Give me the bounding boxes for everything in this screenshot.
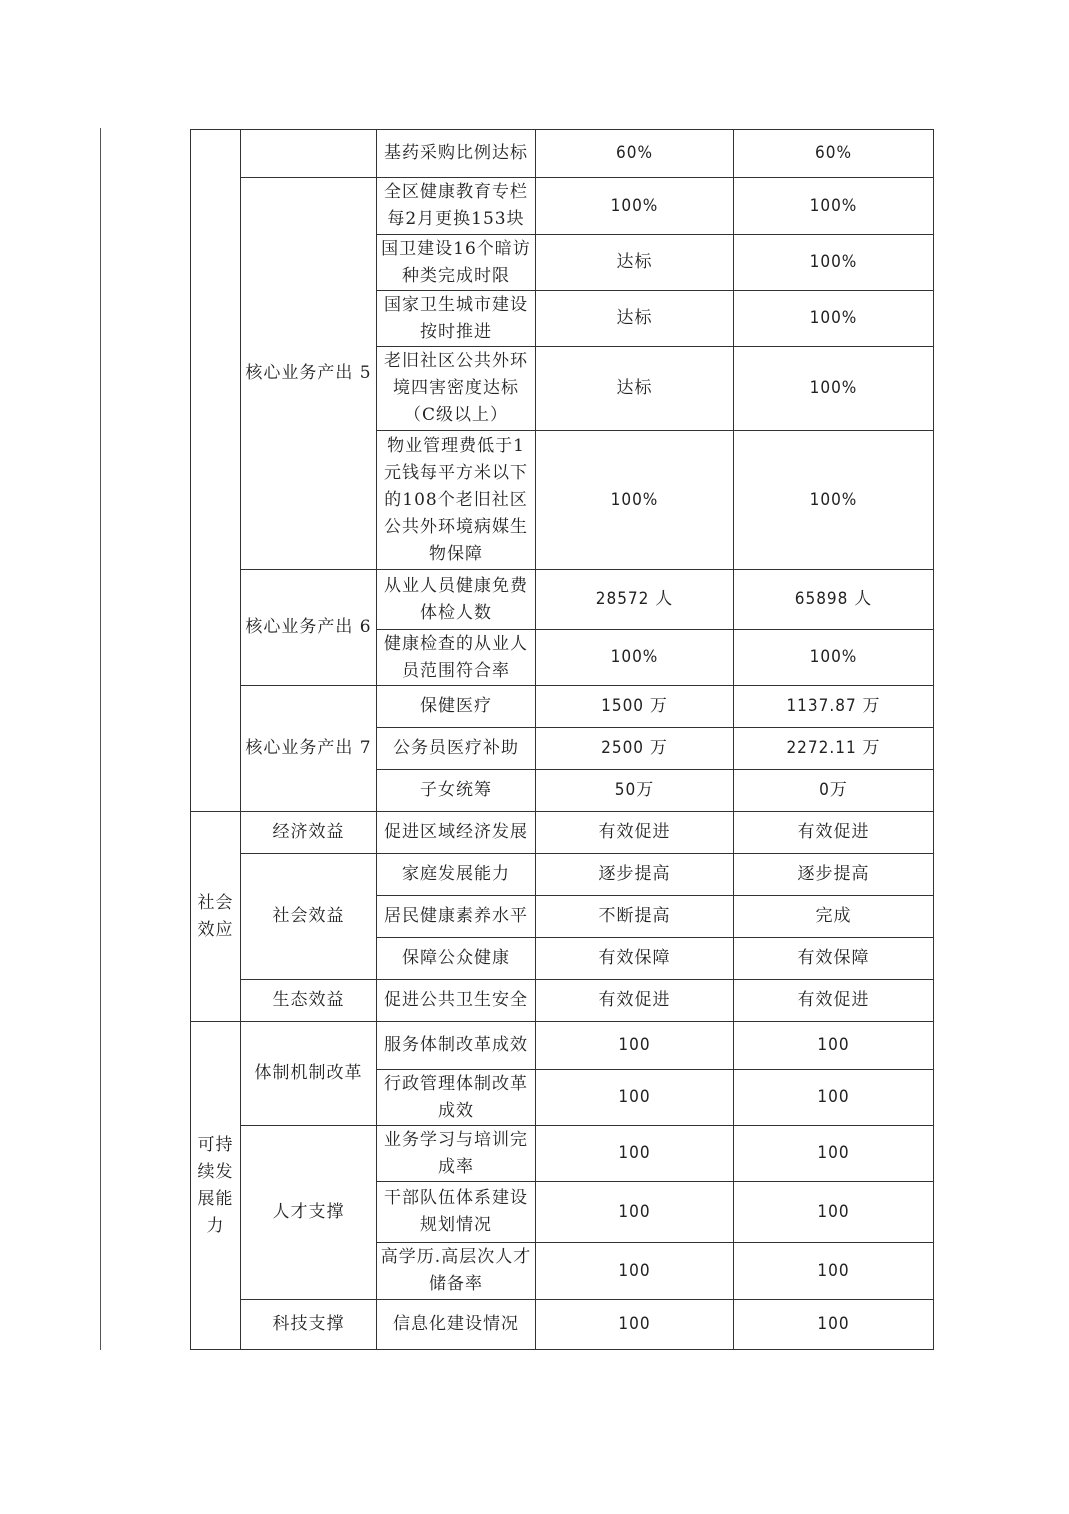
- actual-cell: 有效保障: [734, 938, 934, 980]
- target-cell: 100%: [536, 431, 734, 570]
- actual-cell: 有效促进: [734, 980, 934, 1022]
- actual-cell: 100: [734, 1070, 934, 1126]
- indicator-cell: 家庭发展能力: [377, 854, 536, 896]
- table-row: [191, 854, 934, 896]
- target-cell: 1500 万: [536, 686, 734, 728]
- table-row: [191, 1300, 934, 1350]
- table-row: [191, 812, 934, 854]
- target-cell: 28572 人: [536, 570, 734, 630]
- table-row: [191, 570, 934, 630]
- target-cell: 100: [536, 1300, 734, 1350]
- indicator-cell: 促进公共卫生安全: [377, 980, 536, 1022]
- actual-cell: 0万: [734, 770, 934, 812]
- level2-cell: 经济效益: [241, 812, 377, 854]
- indicator-cell: 国家卫生城市建设按时推进: [377, 291, 536, 347]
- indicator-cell: 居民健康素养水平: [377, 896, 536, 938]
- actual-cell: 100: [734, 1022, 934, 1070]
- level2-cell: 核心业务产出 6: [241, 570, 377, 686]
- target-cell: 100: [536, 1182, 734, 1243]
- target-cell: 100: [536, 1022, 734, 1070]
- level2-cell: 核心业务产出 5: [241, 178, 377, 570]
- table-row: [191, 130, 934, 178]
- table-row: [191, 178, 934, 235]
- actual-cell: 100: [734, 1243, 934, 1300]
- actual-cell: 100: [734, 1126, 934, 1182]
- actual-cell: 60%: [734, 130, 934, 178]
- target-cell: 有效促进: [536, 812, 734, 854]
- target-cell: 有效促进: [536, 980, 734, 1022]
- level2-cell: 社会效益: [241, 854, 377, 980]
- indicator-cell: 高学历.高层次人才储备率: [377, 1243, 536, 1300]
- actual-cell: 逐步提高: [734, 854, 934, 896]
- target-cell: 有效保障: [536, 938, 734, 980]
- indicator-cell: 干部队伍体系建设规划情况: [377, 1182, 536, 1243]
- level1-cell: 社会效应: [191, 812, 241, 1022]
- target-cell: 逐步提高: [536, 854, 734, 896]
- indicator-cell: 服务体制改革成效: [377, 1022, 536, 1070]
- actual-cell: 100%: [734, 235, 934, 291]
- level2-cell: 生态效益: [241, 980, 377, 1022]
- indicator-cell: 全区健康教育专栏每2月更换153块: [377, 178, 536, 235]
- indicator-cell: 业务学习与培训完成率: [377, 1126, 536, 1182]
- actual-cell: 100%: [734, 347, 934, 431]
- actual-cell: 2272.11 万: [734, 728, 934, 770]
- target-cell: 100%: [536, 630, 734, 686]
- target-cell: 100: [536, 1243, 734, 1300]
- indicator-cell: 信息化建设情况: [377, 1300, 536, 1350]
- indicator-cell: 物业管理费低于1元钱每平方米以下的108个老旧社区公共外环境病媒生物保障: [377, 431, 536, 570]
- level2-cell: 科技支撑: [241, 1300, 377, 1350]
- table-row: [191, 1022, 934, 1070]
- table-row: [191, 686, 934, 728]
- actual-cell: 完成: [734, 896, 934, 938]
- indicator-cell: 促进区域经济发展: [377, 812, 536, 854]
- indicator-cell: 公务员医疗补助: [377, 728, 536, 770]
- table-row: [191, 1126, 934, 1182]
- target-cell: 100%: [536, 178, 734, 235]
- level1-cell: 可持续发展能力: [191, 1022, 241, 1350]
- actual-cell: 100%: [734, 178, 934, 235]
- indicator-cell: 保健医疗: [377, 686, 536, 728]
- level2-cell: [241, 130, 377, 178]
- actual-cell: 1137.87 万: [734, 686, 934, 728]
- target-cell: 达标: [536, 347, 734, 431]
- target-cell: 100: [536, 1126, 734, 1182]
- performance-indicator-table: [190, 129, 934, 1350]
- actual-cell: 100: [734, 1182, 934, 1243]
- actual-cell: 100%: [734, 630, 934, 686]
- target-cell: 100: [536, 1070, 734, 1126]
- indicator-cell: 老旧社区公共外环境四害密度达标（C级以上）: [377, 347, 536, 431]
- level1-cell: [191, 130, 241, 812]
- target-cell: 50万: [536, 770, 734, 812]
- left-margin-rule: [100, 128, 101, 1350]
- indicator-cell: 健康检查的从业人员范围符合率: [377, 630, 536, 686]
- level2-cell: 体制机制改革: [241, 1022, 377, 1126]
- level2-cell: 人才支撑: [241, 1126, 377, 1300]
- target-cell: 达标: [536, 235, 734, 291]
- indicator-cell: 子女统筹: [377, 770, 536, 812]
- target-cell: 不断提高: [536, 896, 734, 938]
- indicator-cell: 国卫建设16个暗访种类完成时限: [377, 235, 536, 291]
- target-cell: 达标: [536, 291, 734, 347]
- actual-cell: 65898 人: [734, 570, 934, 630]
- target-cell: 60%: [536, 130, 734, 178]
- actual-cell: 100%: [734, 291, 934, 347]
- table-row: [191, 980, 934, 1022]
- target-cell: 2500 万: [536, 728, 734, 770]
- actual-cell: 有效促进: [734, 812, 934, 854]
- level2-cell: 核心业务产出 7: [241, 686, 377, 812]
- indicator-cell: 从业人员健康免费体检人数: [377, 570, 536, 630]
- indicator-cell: 行政管理体制改革成效: [377, 1070, 536, 1126]
- indicator-cell: 保障公众健康: [377, 938, 536, 980]
- indicator-cell: 基药采购比例达标: [377, 130, 536, 178]
- actual-cell: 100: [734, 1300, 934, 1350]
- actual-cell: 100%: [734, 431, 934, 570]
